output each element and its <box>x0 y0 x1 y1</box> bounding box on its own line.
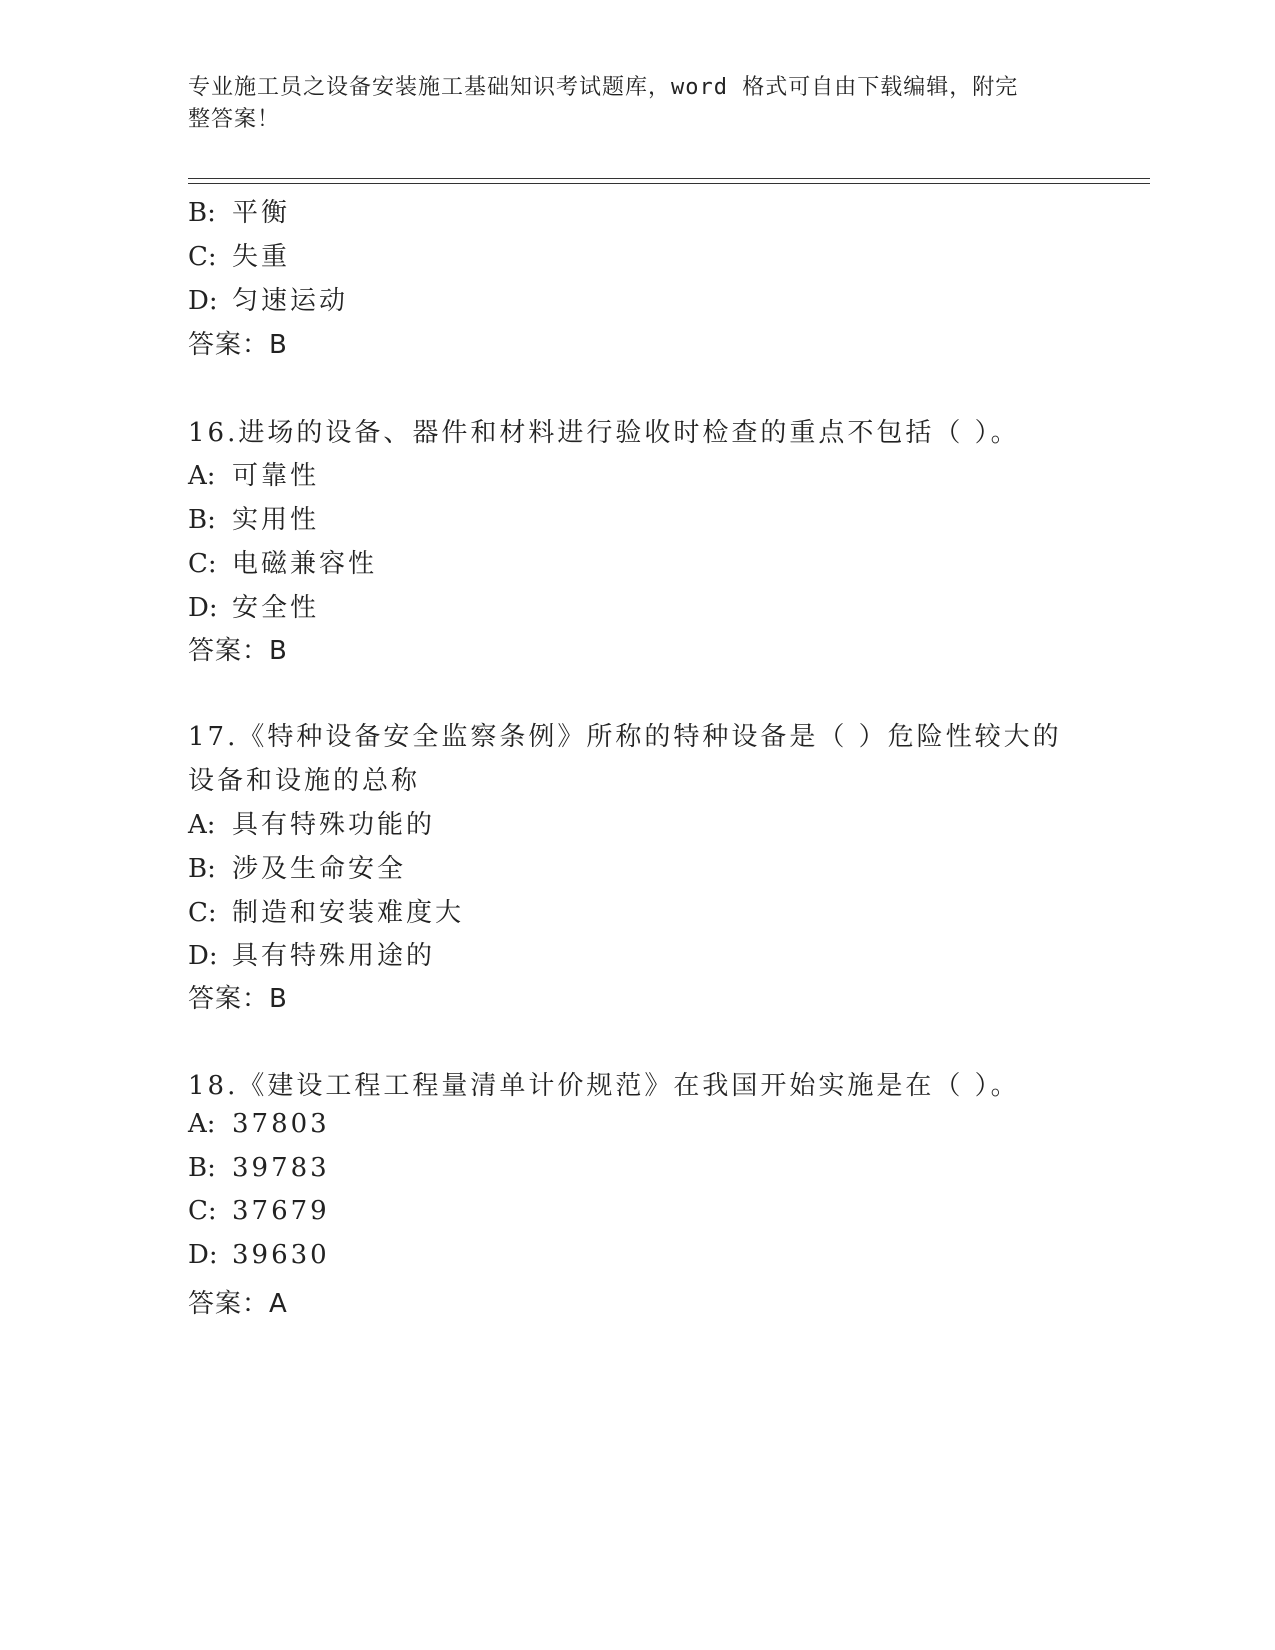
option-key: A: <box>188 461 216 491</box>
option-text: 涉及生命安全 <box>232 854 407 884</box>
option-key: A: <box>188 810 216 840</box>
option-text: 39630 <box>232 1240 330 1270</box>
option-key: B: <box>188 198 216 228</box>
q15-option-d <box>188 280 348 317</box>
q17-answer: 答案：B <box>188 984 288 1014</box>
option-text: 37679 <box>232 1196 330 1226</box>
q16-option-b <box>188 499 319 536</box>
q15-option-b <box>188 192 290 229</box>
option-text: 实用性 <box>232 505 320 535</box>
q16-option-c <box>188 543 377 580</box>
q18-option-d <box>188 1240 330 1270</box>
option-text: 制造和安装难度大 <box>232 898 465 928</box>
option-text: 匀速运动 <box>232 286 349 316</box>
option-key: C: <box>188 549 217 579</box>
header-title-line2: 整答案！ <box>188 107 281 132</box>
option-text: 具有特殊用途的 <box>232 941 436 971</box>
option-text: 安全性 <box>232 593 320 623</box>
option-text: 平衡 <box>232 198 291 228</box>
option-text: 37803 <box>232 1109 330 1139</box>
option-text: 39783 <box>232 1153 330 1183</box>
option-text: 失重 <box>232 242 291 272</box>
option-key: C: <box>188 898 217 928</box>
option-key: C: <box>188 1196 217 1226</box>
q18-option-a <box>188 1109 330 1139</box>
q18-stem: 18.《建设工程工程量清单计价规范》在我国开始实施是在（ ）。 <box>188 1071 1020 1101</box>
option-key: D: <box>188 941 218 971</box>
q17-option-d <box>188 935 435 972</box>
option-key: D: <box>188 286 218 316</box>
q17-option-a <box>188 804 435 841</box>
q18-option-c <box>188 1196 330 1226</box>
document-header <box>188 72 1068 136</box>
option-key: D: <box>188 593 218 623</box>
q18-option-b <box>188 1153 330 1183</box>
header-title-line1: 专业施工员之设备安装施工基础知识考试题库，word 格式可自由下载编辑，附完 <box>188 75 1019 100</box>
option-key: B: <box>188 505 216 535</box>
q16-option-d <box>188 587 319 624</box>
option-key: B: <box>188 854 216 884</box>
header-divider-bottom <box>188 183 1150 184</box>
q17-stem-line1: 17.《特种设备安全监察条例》所称的特种设备是（ ）危险性较大的 <box>188 722 1062 752</box>
option-key: B: <box>188 1153 216 1183</box>
q15-option-c <box>188 236 290 273</box>
option-key: C: <box>188 242 217 272</box>
option-text: 具有特殊功能的 <box>232 810 436 840</box>
q16-option-a <box>188 455 319 492</box>
header-divider-top <box>188 178 1150 179</box>
q17-option-c <box>188 892 464 929</box>
q17-option-b <box>188 848 406 885</box>
option-text: 可靠性 <box>232 461 320 491</box>
option-key: A: <box>188 1109 216 1139</box>
q16-answer: 答案：B <box>188 636 288 666</box>
q15-answer: 答案：B <box>188 330 288 360</box>
q17-stem-line2: 设备和设施的总称 <box>188 766 421 796</box>
option-key: D: <box>188 1240 218 1270</box>
q18-answer: 答案：A <box>188 1289 288 1319</box>
q16-stem: 16.进场的设备、器件和材料进行验收时检查的重点不包括（ ）。 <box>188 418 1020 448</box>
option-text: 电磁兼容性 <box>232 549 378 579</box>
